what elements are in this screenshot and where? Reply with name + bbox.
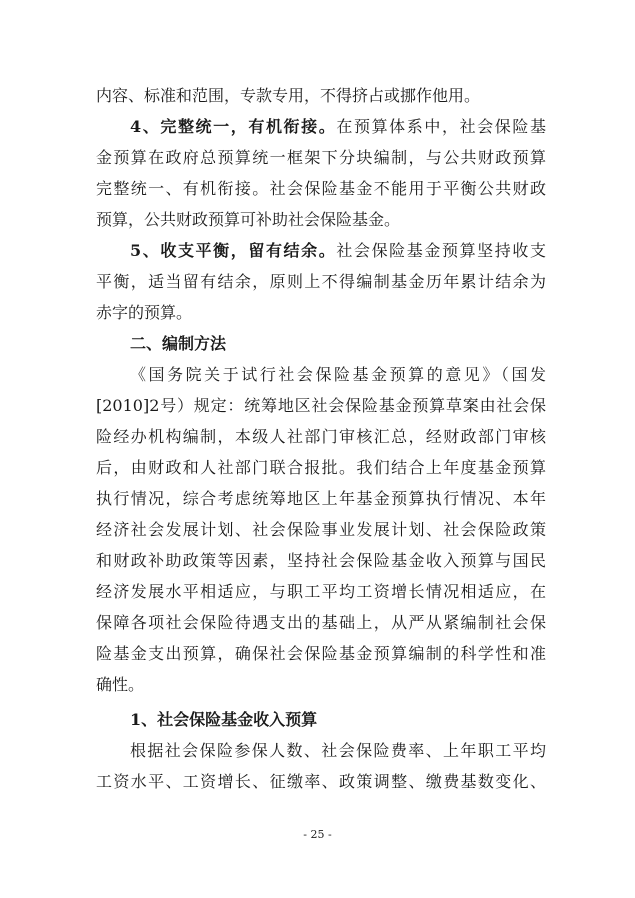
page-number: - 25 - [303,828,332,841]
section-heading: 二、编制方法 [130,334,227,353]
paragraph-line: 根据社会保险参保人数、社会保险费率、上年职工平均 [130,741,546,760]
paragraph-line: [2010]2号）规定：统筹地区社会保险基金预算草案由社会保 [96,396,546,415]
subsection-heading: 1、社会保险基金收入预算 [130,710,318,729]
item-text: 社会保险基金预算坚持收支 [336,241,546,260]
paragraph-line [96,111,546,142]
paragraph-line: 后，由财政和人社部门联合报批。我们结合上年度基金预算 [96,458,546,477]
paragraph-line: 《国务院关于试行社会保险基金预算的意见》（国发 [130,365,546,384]
document-body [96,80,546,797]
paragraph-line: 和财政补助政策等因素，坚持社会保险基金收入预算与国民 [96,551,546,570]
item-text: 在预算体系中，社会保险基 [336,117,546,136]
paragraph-line: 保障各项社会保险待遇支出的基础上，从严从紧编制社会保 [96,613,546,632]
paragraph-line: 赤字的预算。 [96,303,193,322]
paragraph-line: 预算，公共财政预算可补助社会保险基金。 [96,210,401,229]
paragraph-line: 平衡，适当留有结余，原则上不得编制基金历年累计结余为 [96,272,546,291]
paragraph-line: 险经办机构编制，本级人社部门审核汇总，经财政部门审核 [96,427,546,446]
paragraph-line: 内容、标准和范围，专款专用，不得挤占或挪作他用。 [96,86,481,105]
paragraph-line: 险基金支出预算，确保社会保险基金预算编制的科学性和准 [96,644,546,663]
item-heading: 4、完整统一，有机衔接。 [130,117,337,136]
paragraph-line [96,235,546,266]
paragraph-line: 金预算在政府总预算统一框架下分块编制，与公共财政预算 [96,148,546,167]
paragraph-line: 经济发展水平相适应，与职工平均工资增长情况相适应，在 [96,582,546,601]
item-heading: 5、收支平衡，留有结余。 [130,241,337,260]
paragraph-line: 执行情况，综合考虑统筹地区上年基金预算执行情况、本年 [96,489,546,508]
paragraph-line: 工资水平、工资增长、征缴率、政策调整、缴费基数变化、 [96,772,546,791]
paragraph-line: 经济社会发展计划、社会保险事业发展计划、社会保险政策 [96,520,546,539]
paragraph-line: 完整统一、有机衔接。社会保险基金不能用于平衡公共财政 [96,179,546,198]
paragraph-line: 确性。 [96,675,145,694]
